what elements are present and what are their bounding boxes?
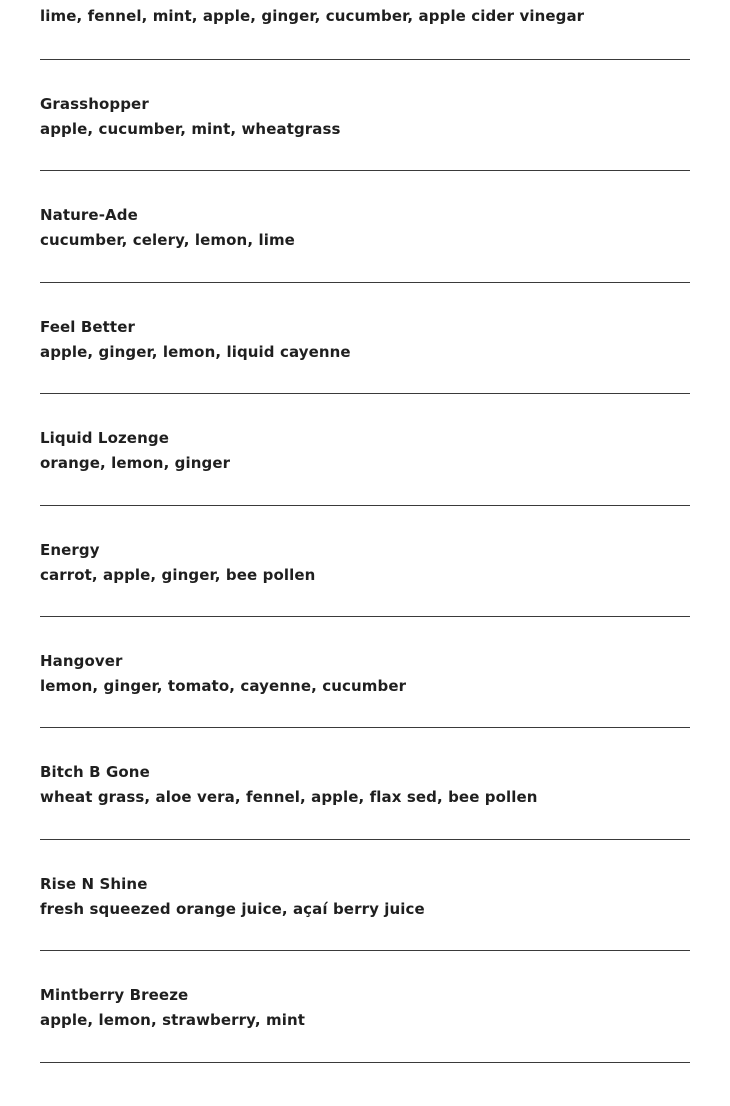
juice-ingredients: apple, lemon, strawberry, mint <box>40 1011 306 1030</box>
juice-name: Bitch B Gone <box>40 763 150 782</box>
list-item <box>40 283 690 394</box>
list-item <box>40 617 690 728</box>
list-item <box>40 506 690 617</box>
juice-name: Feel Better <box>40 317 135 336</box>
juice-ingredients: apple, cucumber, mint, wheatgrass <box>40 120 341 138</box>
list-item <box>40 60 690 171</box>
list-item <box>40 171 690 282</box>
list-item <box>40 840 690 951</box>
juice-ingredients: fresh squeezed orange juice, açaí berry juice <box>40 899 425 918</box>
juice-ingredients: apple, ginger, lemon, liquid cayenne <box>40 342 351 361</box>
juice-name: Hangover <box>40 651 123 670</box>
list-item <box>40 951 690 1062</box>
juice-name: Grasshopper <box>40 95 149 113</box>
juice-menu-page <box>40 0 690 1106</box>
juice-name: Rise N Shine <box>40 874 148 893</box>
juice-list <box>40 59 690 1063</box>
juice-ingredients: cucumber, celery, lemon, lime <box>40 231 295 250</box>
list-item <box>40 394 690 505</box>
juice-ingredients: carrot, apple, ginger, bee pollen <box>40 565 316 584</box>
juice-name: Energy <box>40 540 100 559</box>
juice-name: Mintberry Breeze <box>40 986 189 1005</box>
previous-item-ingredients: lime, fennel, mint, apple, ginger, cucumber, apple cider vinegar <box>40 7 585 25</box>
juice-ingredients: orange, lemon, ginger <box>40 454 231 473</box>
juice-ingredients: wheat grass, aloe vera, fennel, apple, flax sed, bee pollen <box>40 788 538 807</box>
juice-name: Nature-Ade <box>40 206 138 225</box>
juice-ingredients: lemon, ginger, tomato, cayenne, cucumber <box>40 676 407 695</box>
juice-name: Liquid Lozenge <box>40 429 169 448</box>
list-item <box>40 728 690 839</box>
